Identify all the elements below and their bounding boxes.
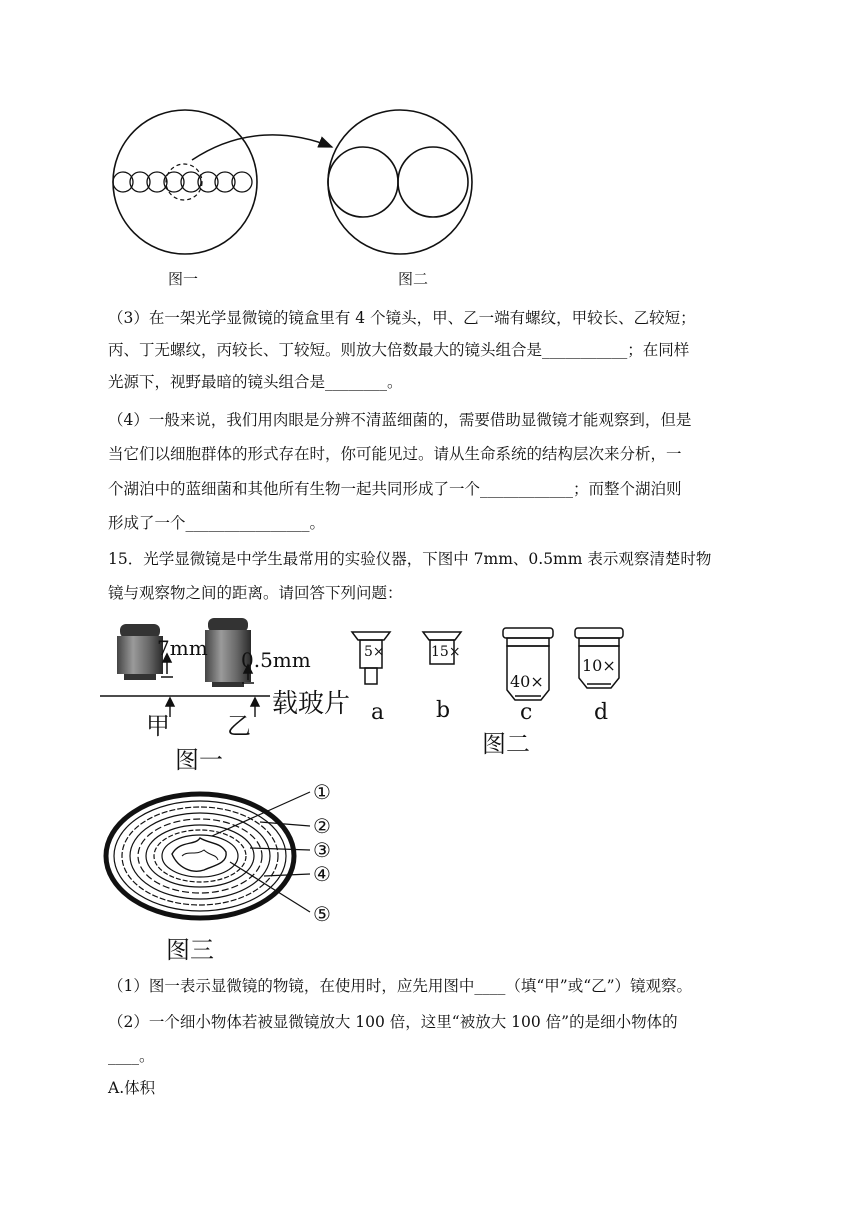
lens-c-letter: c <box>520 700 533 725</box>
caption-fig1: 图一 <box>168 270 199 288</box>
cell-row <box>113 172 252 192</box>
marker-2: ② <box>313 814 331 838</box>
option-a: A.体积 <box>108 1079 156 1097</box>
q15-line-2: 镜与观察物之间的距离。请回答下列问题： <box>108 584 403 602</box>
objective-yi-label: 乙 <box>227 712 251 740</box>
marker-5: ⑤ <box>313 902 331 926</box>
lens-c-magnification: 40× <box>510 672 544 691</box>
sub-question-2-line-1: （2）一个细小物体若被显微镜放大 100 倍，这里“被放大 100 倍”的是细小物体的 <box>108 1013 678 1031</box>
fig3-label: 图三 <box>166 936 214 964</box>
distance-05mm-label: 0.5mm <box>241 648 311 672</box>
objective-jia-label: 甲 <box>146 712 170 740</box>
field-of-view-figure <box>100 100 480 260</box>
q3-line-1: （3）在一架光学显微镜的镜盒里有 4 个镜头，甲、乙一端有螺纹，甲较长、乙较短； <box>108 309 696 327</box>
marker-4: ④ <box>313 862 331 886</box>
marker-1: ① <box>313 780 331 804</box>
sub-question-1: （1）图一表示显微镜的物镜，在使用时，应先用图中____（填“甲”或“乙”）镜观察。 <box>108 977 693 995</box>
q4-line-1: （4）一般来说，我们用肉眼是分辨不清蓝细菌的，需要借助显微镜才能观察到，但是 <box>108 411 692 429</box>
q4-line-2: 当它们以细胞群体的形式存在时，你可能见过。请从生命系统的结构层次来分析，一 <box>108 445 682 463</box>
magnify-arrow <box>192 135 332 160</box>
lens-a-letter: a <box>371 700 385 725</box>
lens-b-magnification: 15× <box>431 644 461 660</box>
view-circle-2 <box>328 110 472 254</box>
lens-b-letter: b <box>436 698 451 723</box>
lens-a-magnification: 5× <box>364 644 385 660</box>
q15-line-1: 15．光学显微镜是中学生最常用的实验仪器，下图中 7mm、0.5mm 表示观察清楚时物 <box>108 550 712 568</box>
slide-label: 载玻片 <box>272 689 351 719</box>
caption-fig2: 图二 <box>398 270 429 288</box>
q4-line-4: 形成了一个________________。 <box>108 514 326 532</box>
marker-3: ③ <box>313 838 331 862</box>
q3-line-2: 丙、丁无螺纹，丙较长、丁较短。则放大倍数最大的镜头组合是___________；在同样 <box>108 341 690 359</box>
distance-7mm-label: 7mm <box>157 636 208 660</box>
fig1-label: 图一 <box>175 746 223 774</box>
lens-d-letter: d <box>594 700 609 725</box>
fig2-label: 图二 <box>482 730 530 758</box>
magnified-cells <box>328 147 468 217</box>
q3-line-3: 光源下，视野最暗的镜头组合是________。 <box>108 373 403 391</box>
sub-question-2-line-2: ____。 <box>108 1047 155 1065</box>
q4-line-3: 个湖泊中的蓝细菌和其他所有生物一起共同形成了一个____________；而整个湖泊则 <box>108 480 682 498</box>
lens-d-magnification: 10× <box>582 656 616 675</box>
